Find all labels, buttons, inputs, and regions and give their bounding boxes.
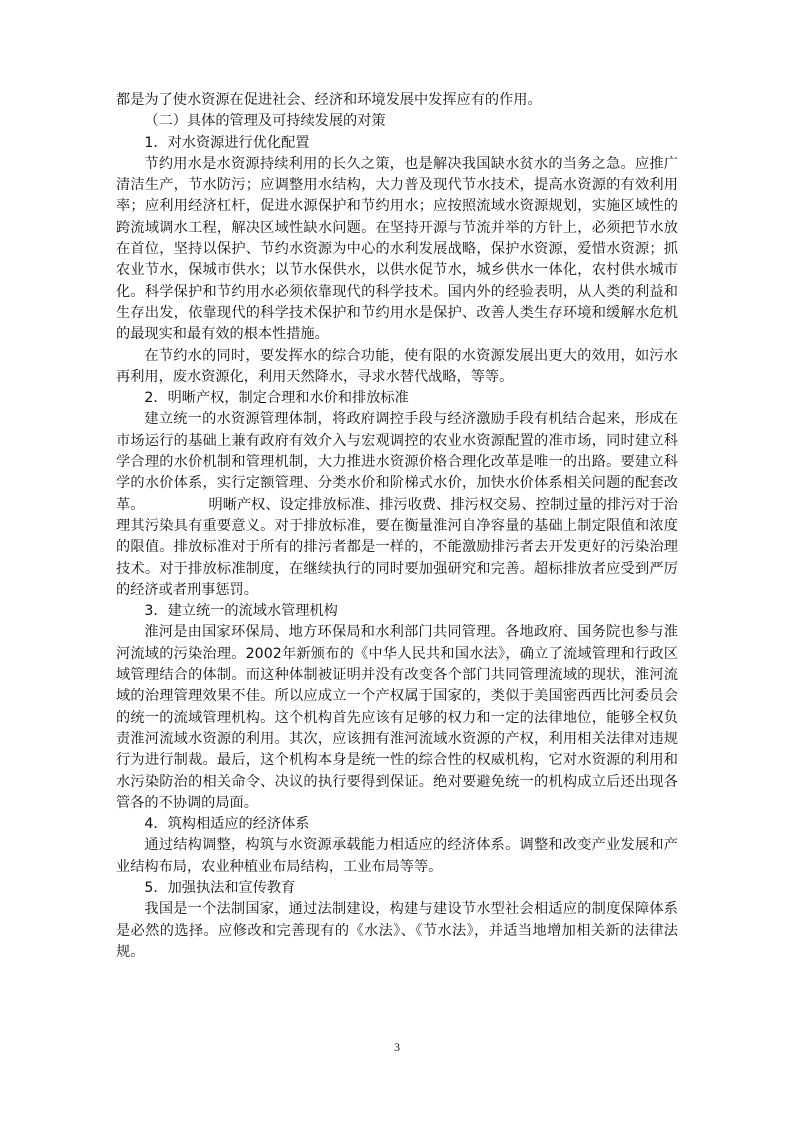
- subheading-2: 2．明晰产权，制定合理和水价和排放标准: [144, 390, 409, 407]
- subheading-3: 3．建立统一的流域水管理机构: [144, 603, 338, 620]
- paragraph-continuation: 都是为了使水资源在促进社会、经济和环境发展中发挥应有的作用。: [116, 92, 542, 108]
- subheading-5: 5．加强执法和宣传教育: [144, 879, 296, 896]
- page-body: [116, 90, 678, 963]
- paragraph: 节约用水是水资源持续利用的长久之策，也是解决我国缺水贫水的当务之急。应推广清洁生产，节水防污；应调整用水结构，大力普及现代节水技术，提高水资源的有效利用率；应利用经济杠杆，促进水源保护和节约用水；应按照流域水资源规划，实施区域性的跨流域调水工程，解决区域性缺水问题。在坚持开源与节流并举的方针上，必须把节水放在首位，坚持以保护、节约水资源为中心的水利发展战略，保护水资源，爱惜水资源；抓农业节水，保城市供水；以节水保供水，以供水促节水，城乡供水一体化，农村供水城市化。科学保护和节约用水必须依靠现代的科学技术。国内外的经验表明，从人类的利益和生存出发，依靠现代的科学技术保护和节约用水是保护、改善人类生存环境和缓解水危机的最现实和最有效的根本性措施。: [116, 155, 678, 343]
- paragraph: 建立统一的水资源管理体制，将政府调控手段与经济激励手段有机结合起来，形成在市场运行的基础上兼有政府有效介入与宏观调控的农业水资源配置的准市场，同时建立科学合理的水价机制和管理机制，大力推进水资源价格合理化改革是唯一的出路。要建立科学的水价体系，实行定额管理、分类水价和阶梯式水价，加快水价体系相关问题的配套改革。 明晰产权、设定排放标准、排污收费、排污权交易、控制过量的排污对于治理其污染具有重要意义。对于排放标准，要在衡量淮河自净容量的基础上制定限值和浓度的限值。排放标准对于所有的排污者都是一样的，不能激励排污者去开发更好的污染治理技术。对于排放标准制度，在继续执行的同时要加强研究和完善。超标排放者应受到严厉的经济或者刑事惩罚。: [116, 411, 678, 598]
- subheading-4: 4．筑构相适应的经济体系: [144, 816, 310, 833]
- paragraph: 淮河是由国家环保局、地方环保局和水利部门共同管理。各地政府、国务院也参与淮河流域的污染治理。2002年新颁布的《中华人民共和国水法》，确立了流域管理和行政区域管理结合的体制。而这种体制被证明并没有改变各个部门共同管理流域的现状，淮河流域的治理管理效果不佳。所以应成立一个产权属于国家的，类似于美国密西西比河委员会的统一的流域管理机构。这个机构首先应该有足够的权力和一定的法律地位，能够全权负责淮河流域水资源的利用。其次，应该拥有淮河流域水资源的产权，利用相关法律对违规行为进行制裁。最后，这个机构本身是统一性的综合性的权威机构，它对水资源的利用和水污染防治的相关命令、决议的执行要得到保证。绝对要避免统一的机构成立后还出现各管各的不协调的局面。: [116, 624, 678, 811]
- paragraph: 通过结构调整，构筑与水资源承载能力相适应的经济体系。调整和改变产业发展和产业结构布局，农业种植业布局结构，工业布局等等。: [116, 837, 678, 875]
- subheading-1: 1．对水资源进行优化配置: [144, 134, 310, 151]
- paragraph: 我国是一个法制国家，通过法制建设，构建与建设节水型社会相适应的制度保障体系是必然的选择。应修改和完善现有的《水法》、《节水法》，并适当地增加相关新的法律法规。: [116, 901, 678, 960]
- page-number: 3: [394, 1040, 400, 1054]
- paragraph: 在节约水的同时，要发挥水的综合功能，使有限的水资源发展出更大的效用，如污水再利用，废水资源化，利用天然降水，寻求水替代战略，等等。: [116, 347, 678, 385]
- section-heading: （二）具体的管理及可持续发展的对策: [144, 113, 386, 130]
